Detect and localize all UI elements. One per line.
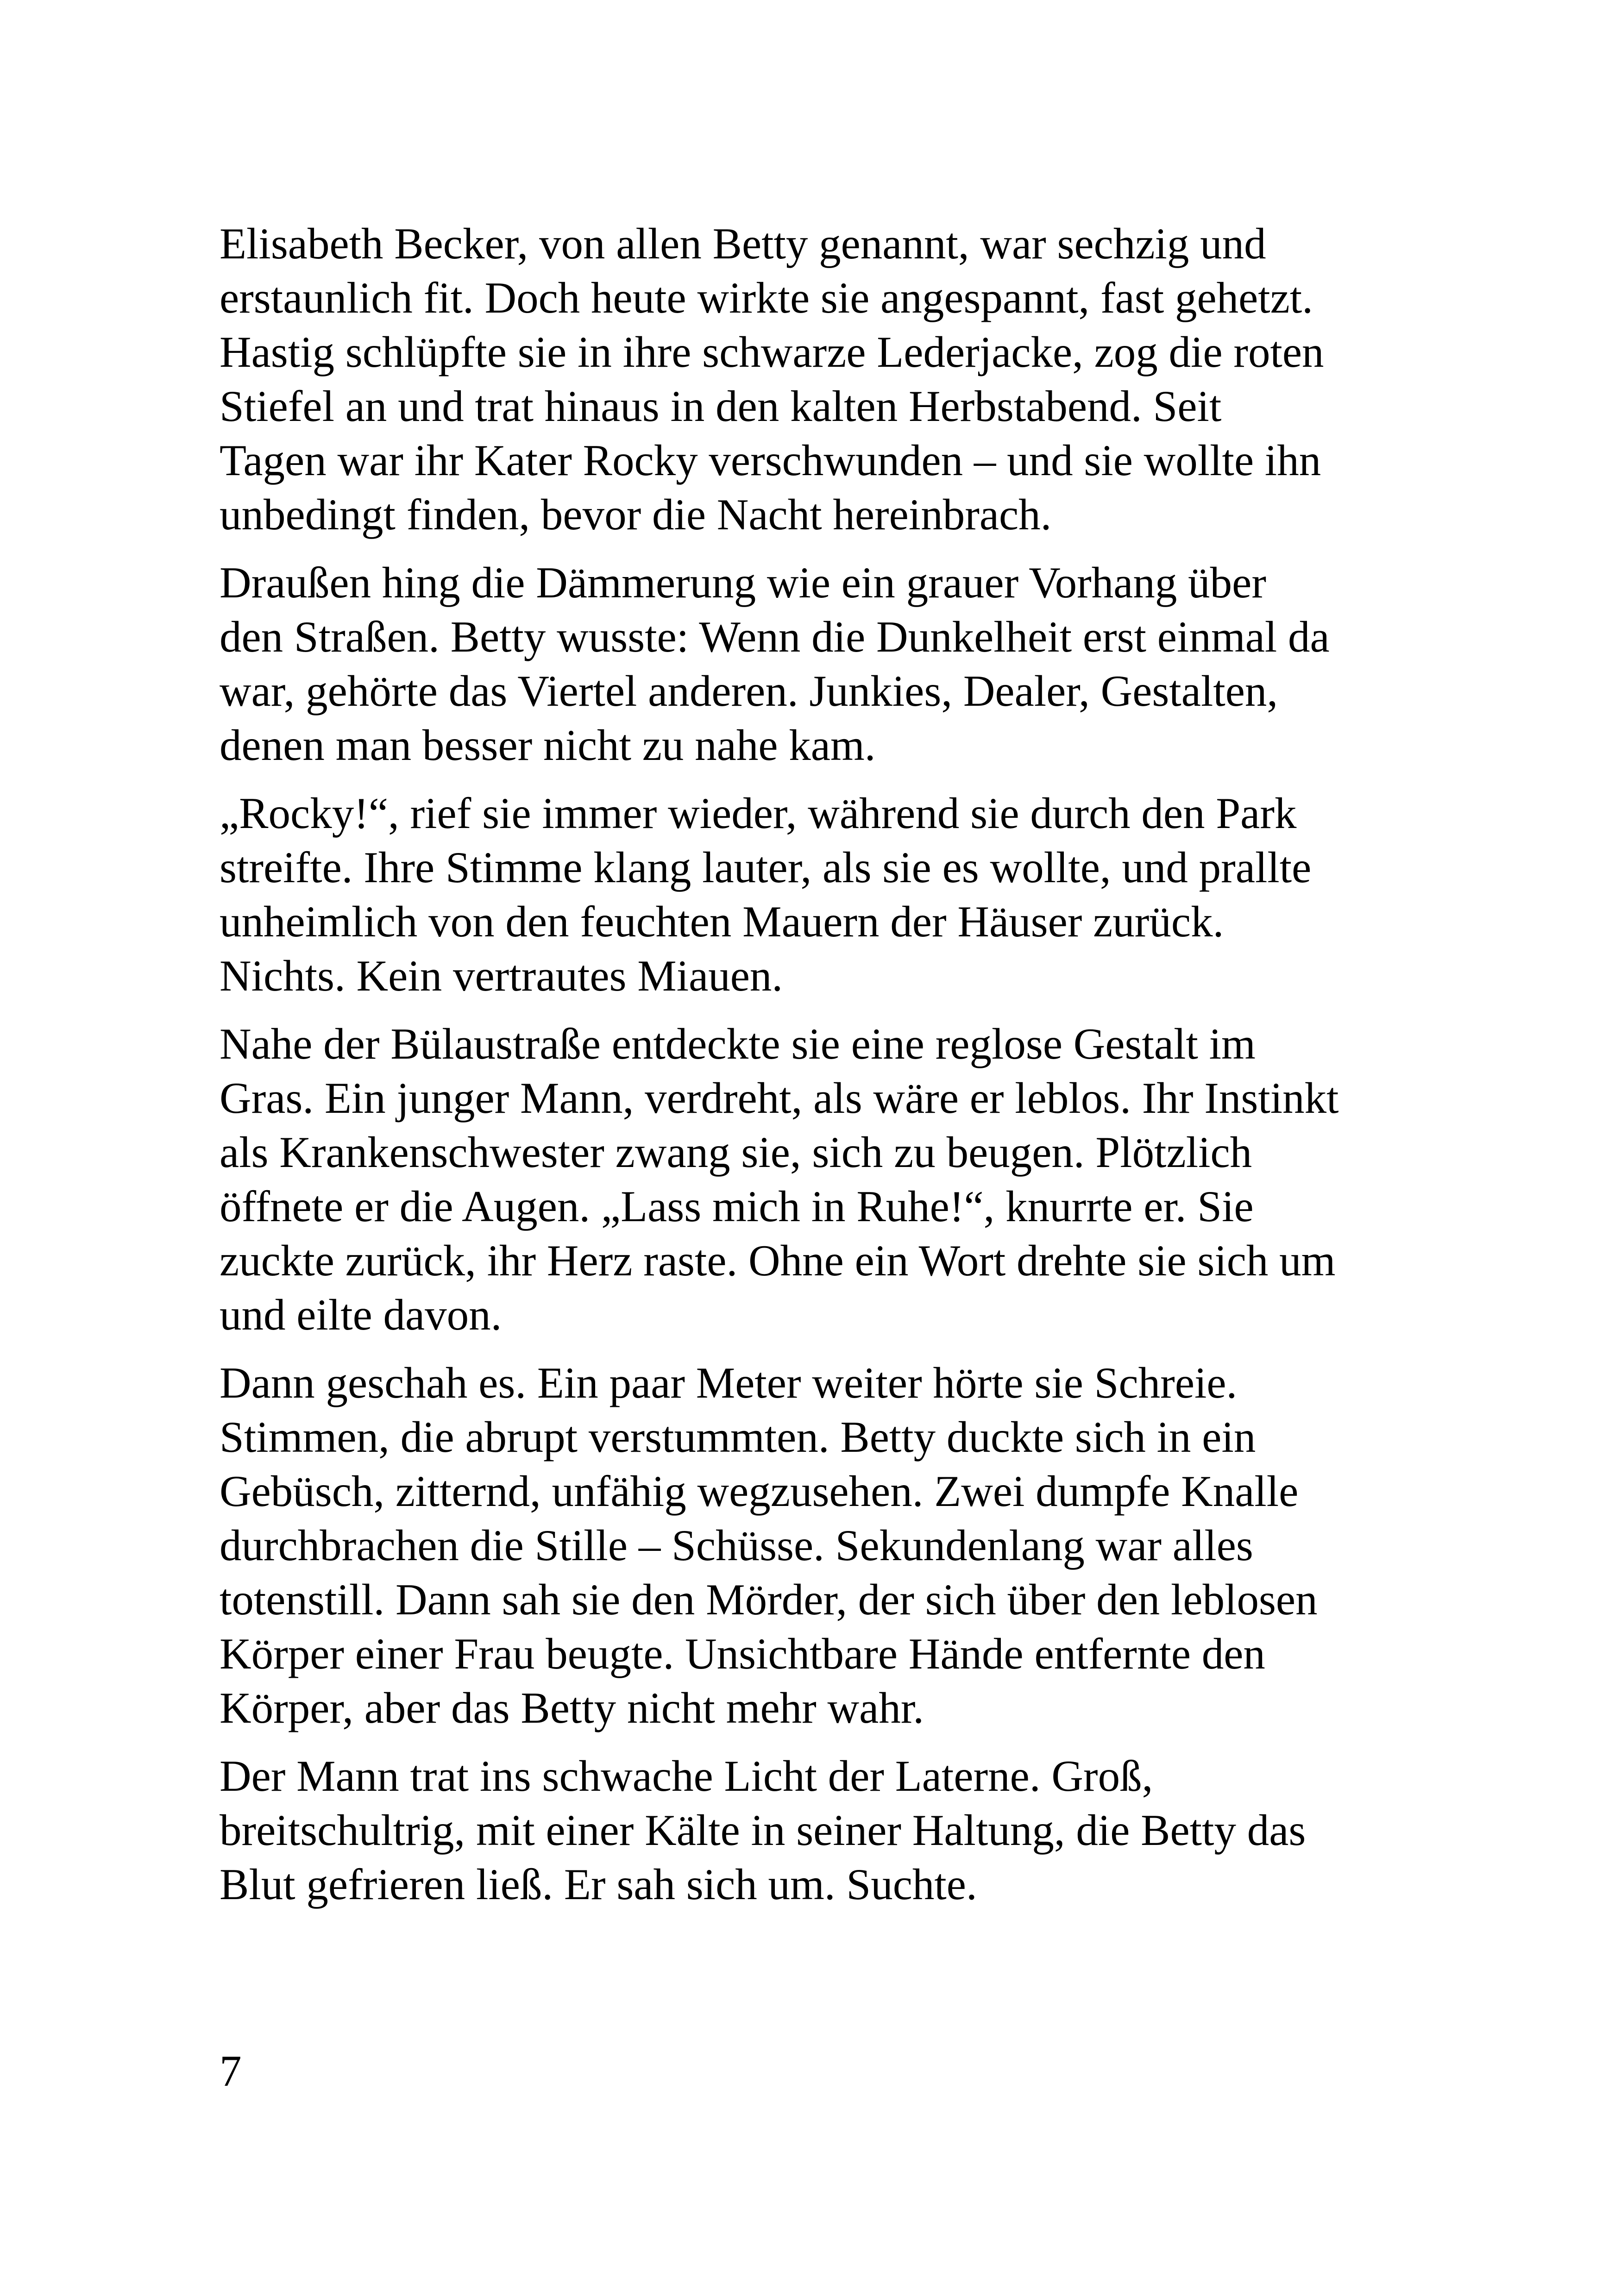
paragraph — [220, 556, 1424, 772]
text-line: Tagen war ihr Kater Rocky verschwunden – und sie wollte ihn — [220, 436, 1321, 485]
text-line: streifte. Ihre Stimme klang lauter, als sie es wollte, und prallte — [220, 843, 1312, 892]
text-line: Dann geschah es. Ein paar Meter weiter hörte sie Schreie. — [220, 1358, 1238, 1407]
text-line: erstaunlich fit. Doch heute wirkte sie angespannt, fast gehetzt. — [220, 273, 1313, 322]
text-line: denen man besser nicht zu nahe kam. — [220, 721, 876, 770]
text-line: Gebüsch, zitternd, unfähig wegzusehen. Zwei dumpfe Knalle — [220, 1467, 1299, 1516]
text-line: war, gehörte das Viertel anderen. Junkies, Dealer, Gestalten, — [220, 666, 1278, 715]
text-line: durchbrachen die Stille – Schüsse. Sekundenlang war alles — [220, 1521, 1253, 1570]
text-line: unheimlich von den feuchten Mauern der Häuser zurück. — [220, 897, 1224, 946]
text-line: Nichts. Kein vertrautes Miauen. — [220, 951, 783, 1000]
text-line: Hastig schlüpfte sie in ihre schwarze Lederjacke, zog die roten — [220, 327, 1324, 376]
text-line: Stiefel an und trat hinaus in den kalten Herbstabend. Seit — [220, 382, 1222, 431]
paragraph — [220, 217, 1424, 542]
text-line: Körper einer Frau beugte. Unsichtbare Hände entfernte den — [220, 1629, 1265, 1678]
text-line: breitschultrig, mit einer Kälte in seiner Haltung, die Betty das — [220, 1806, 1306, 1855]
text-line: als Krankenschwester zwang sie, sich zu beugen. Plötzlich — [220, 1128, 1252, 1177]
text-line: Körper, aber das Betty nicht mehr wahr. — [220, 1683, 924, 1732]
paragraph — [220, 1749, 1424, 1912]
text-line: Nahe der Bülaustraße entdeckte sie eine reglose Gestalt im — [220, 1019, 1256, 1068]
text-line: Stimmen, die abrupt verstummten. Betty duckte sich in ein — [220, 1412, 1256, 1462]
text-line: und eilte davon. — [220, 1290, 502, 1339]
paragraph — [220, 786, 1424, 1003]
text-line: Blut gefrieren ließ. Er sah sich um. Suchte. — [220, 1860, 977, 1909]
text-line: unbedingt finden, bevor die Nacht hereinbrach. — [220, 490, 1052, 539]
body-text — [220, 217, 1424, 1926]
text-line: totenstill. Dann sah sie den Mörder, der sich über den leblosen — [220, 1575, 1318, 1624]
text-line: zuckte zurück, ihr Herz raste. Ohne ein Wort drehte sie sich um — [220, 1236, 1336, 1285]
text-line: öffnete er die Augen. „Lass mich in Ruhe!“, knurrte er. Sie — [220, 1182, 1254, 1231]
paragraph — [220, 1017, 1424, 1342]
text-line: Der Mann trat ins schwache Licht der Laterne. Groß, — [220, 1751, 1153, 1800]
text-line: Elisabeth Becker, von allen Betty genannt, war sechzig und — [220, 219, 1266, 268]
text-line: Draußen hing die Dämmerung wie ein grauer Vorhang über — [220, 558, 1266, 607]
text-line: „Rocky!“, rief sie immer wieder, während sie durch den Park — [220, 789, 1297, 838]
page-number: 7 — [220, 2046, 242, 2095]
text-line: den Straßen. Betty wusste: Wenn die Dunkelheit erst einmal da — [220, 612, 1330, 661]
paragraph — [220, 1356, 1424, 1735]
text-line: Gras. Ein junger Mann, verdreht, als wäre er leblos. Ihr Instinkt — [220, 1073, 1339, 1123]
